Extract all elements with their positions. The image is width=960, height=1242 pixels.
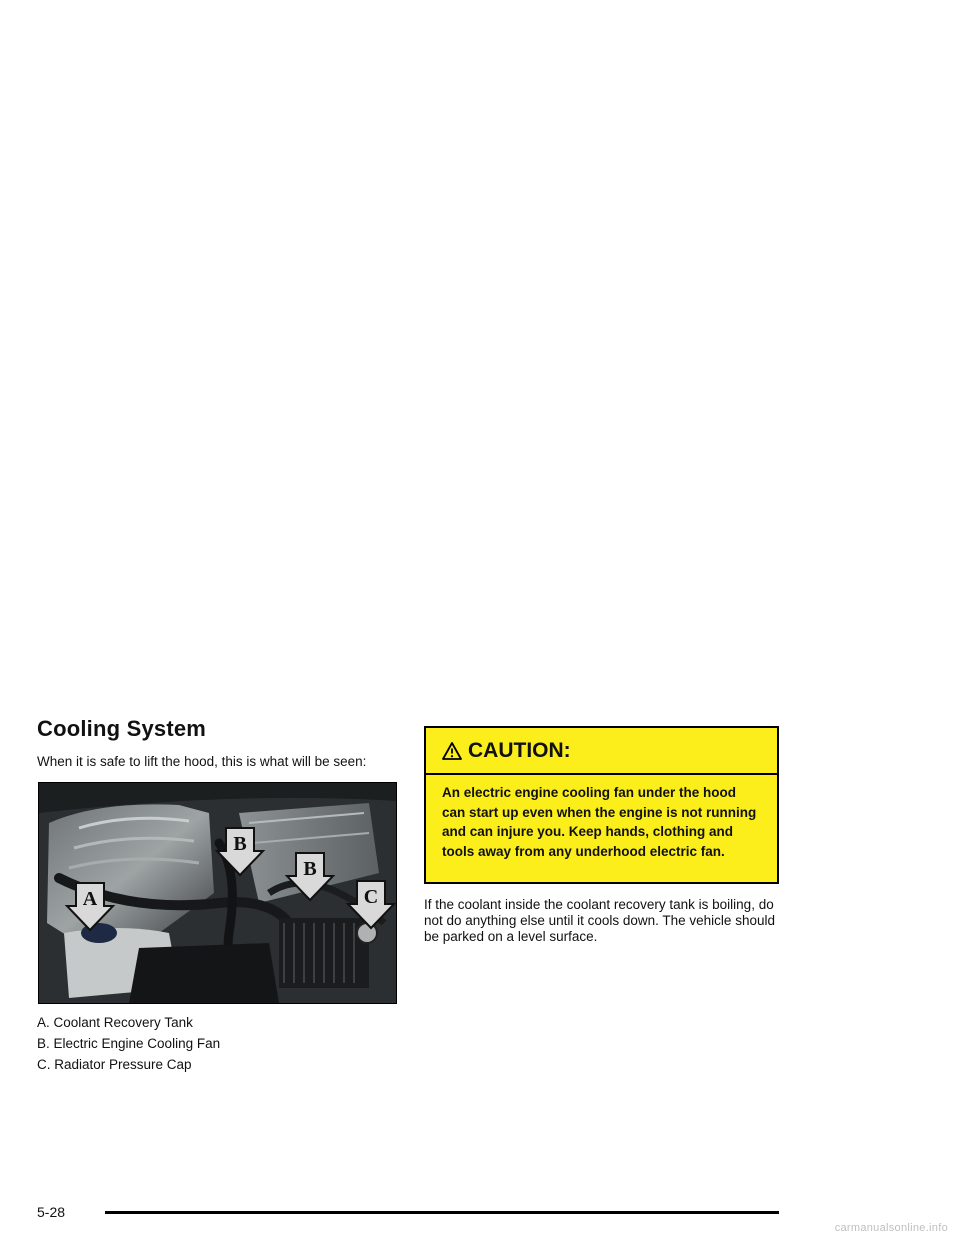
callout-a: A [82, 888, 98, 910]
legend-item-a: A. Coolant Recovery Tank [37, 1015, 193, 1030]
callout-b-upper: B [233, 833, 247, 855]
callout-c: C [363, 886, 379, 908]
engine-compartment-photo [38, 782, 397, 1004]
section-heading: Cooling System [37, 716, 207, 741]
legend-item-c: C. Radiator Pressure Cap [37, 1057, 192, 1072]
caution-title: CAUTION: [468, 738, 571, 762]
body-paragraph: If the coolant inside the coolant recovery tank is boiling, do not do anything else until it cools down. The vehicle should be parked on a level surface. [424, 897, 775, 944]
caution-body: An electric engine cooling fan under the hood can start up even when the engine is not running and can injure you. Keep hands, clothing and tools away from any underhood electric fan. [442, 785, 757, 859]
caution-box [424, 726, 779, 884]
warning-triangle-icon [442, 741, 462, 761]
legend-item-b: B. Electric Engine Cooling Fan [37, 1036, 221, 1051]
footer-rule [105, 1211, 779, 1214]
photo-legend [37, 1015, 220, 1078]
intro-text: When it is safe to lift the hood, this is what will be seen: [37, 754, 367, 769]
callout-b-lower: B [303, 858, 317, 880]
watermark: carmanualsonline.info [834, 1222, 948, 1234]
engine-photo-illustration [39, 783, 396, 1003]
caution-header [426, 728, 777, 775]
page-number: 5-28 [37, 1204, 66, 1220]
